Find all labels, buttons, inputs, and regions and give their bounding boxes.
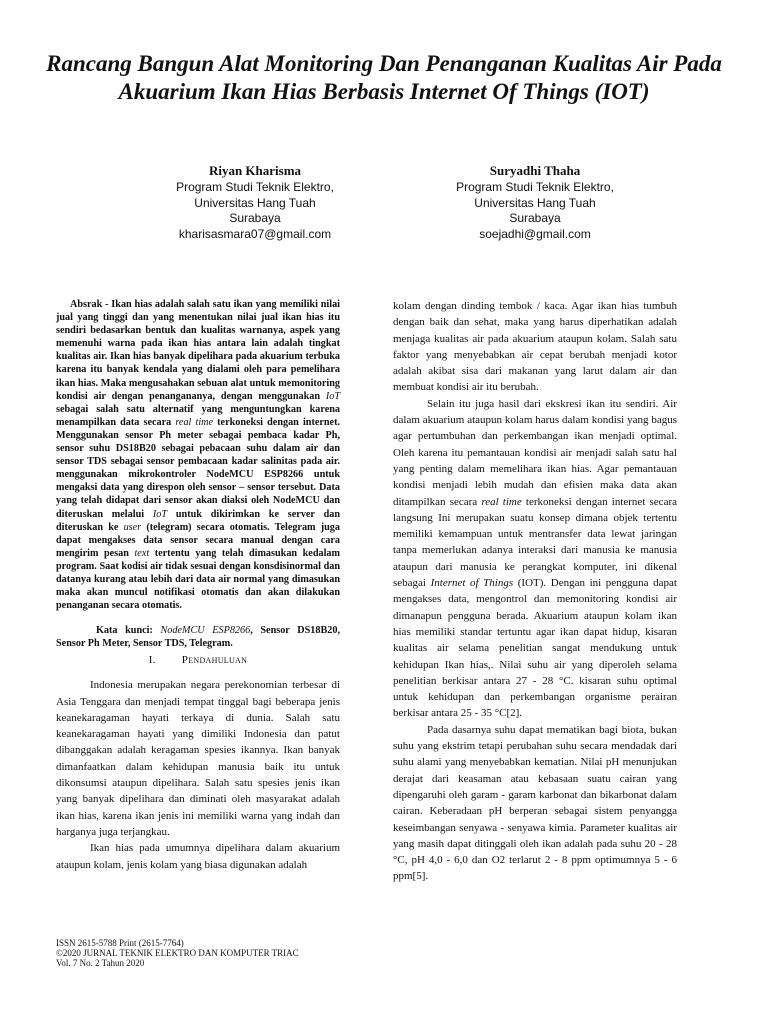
keywords-rest: , Sensor DS18B20, Sensor Ph Meter, Sensor TDS, Telegram. xyxy=(56,625,340,650)
author-block-1 xyxy=(125,162,385,242)
keywords-italic: NodeMCU ESP8266 xyxy=(160,625,251,637)
author-name: Riyan Kharisma xyxy=(208,163,302,178)
left-column xyxy=(56,298,340,873)
body-text-span: Selain itu juga hasil dari ekskresi ikan itu sendiri. Air dalam akuarium ataupun kolam harus dalam kondisi yang bagus agar pertumbuhan dan perkembangan ikan menjadi optimal. Oleh karena itu pemantauan kondisi air menjadi salah satu hal yang penting dalam memelihara ikan hias. Agar pemantauan kondisi menjadi lebih mudah dan efisien maka data akan ditampilkan secara xyxy=(393,397,677,508)
paper-title: Rancang Bangun Alat Monitoring Dan Penanganan Kualitas Air Pada Akuarium Ikan Hias Berbasis Internet Of Things (IOT) xyxy=(46,51,722,104)
author-city: Surabaya xyxy=(509,211,561,225)
body-paragraph xyxy=(393,396,677,722)
abstract-italic-iot: IoT xyxy=(325,390,340,402)
section-number: I. xyxy=(148,654,156,667)
abstract-italic-iot: IoT xyxy=(152,508,168,520)
body-paragraph: Indonesia merupakan negara perekonomian terbesar di Asia Tenggara dan menjadi tempat tinggal bagi beberapa jenis keanekaragaman hayati terkaya di dunia. Salah satu keanekaragaman hayati yang dimiliki Indonesia dan patut dibanggakan adalah keragaman spesies ikannya. Ikan banyak dimanfaatkan dalam kehidupan manusia baik itu untuk dikonsumsi ataupun dipelihara. Salah satu spesies jenis ikan yang banyak dipelihara dan diminati oleh masyarakat adalah ikan hias, karena ikan jenis ini memiliki warna yang indah dan harganya juga terjangkau. xyxy=(56,679,340,838)
author-dept: Program Studi Teknik Elektro, xyxy=(456,180,614,194)
footer-issn: ISSN 2615-5788 Print (2615-7764) xyxy=(56,938,184,948)
body-paragraph: Pada dasarnya suhu dapat mematikan bagi biota, bukan suhu yang ekstrim tetapi perubahan suhu secara mendadak dari suhu alami yang menyebabkan kematian. Nilai pH menunjukan derajat dari keasaman atau kebasaan suatu cairan yang dipengaruhi oleh garam - garam karbonat dan bikarbonat dalam cairan. Keberadaan pH berperan sebagai sistem penyangga keseimbangan senyawa - senyawa kimia. Parameter kualitas air yang masih dapat ditinggali oleh ikan adalah pada suhu 20 - 28 °C, pH 4,0 - 6,0 dan O2 terlarut 2 - 8 ppm optimumnya 5 - 6 ppm[5]. xyxy=(393,723,677,883)
footer-volume: Vol. 7 No. 2 Tahun 2020 xyxy=(56,958,145,969)
abstract-text: untuk dikirimkan ke server dan diteruskan ke xyxy=(56,508,341,533)
author-email: kharisasmara07@gmail.com xyxy=(178,226,332,241)
author-dept: Program Studi Teknik Elektro, xyxy=(176,180,334,194)
keywords-label: Kata kunci: xyxy=(96,625,161,637)
author-city: Surabaya xyxy=(229,211,281,225)
abstract-italic-realtime: real time xyxy=(175,416,214,428)
author-email: soejadhi@gmail.com xyxy=(479,226,591,241)
section-heading-1 xyxy=(56,653,340,667)
author-univ: Universitas Hang Tuah xyxy=(474,195,596,210)
abstract-text: (telegram) secara otomatis. Telegram juga dapat mengakses data sensor secara manual dengan cara mengirim pesan xyxy=(56,521,340,559)
abstract-italic-text: text xyxy=(134,547,150,559)
body-text-span: (IOT). Dengan ini pengguna dapat mengakses data, mengontrol dan memonitoring kondisi air dimanapun pengguna berada. Akuarium ataupun kolam ikan hias memiliki standar tertuntu agar ikan dapat hidup, kisaran kualitas air selama penelitian sangat mendukung untuk kehidupan Ikan hias,. Nilai suhu air yang diperoleh selama penelitian berkisar antara 27 - 28 °C. kisaran suhu optimal untuk kehidupan dan perkembangan organisme perairan berkisar antara 25 - 35 °C[2]. xyxy=(393,577,677,720)
abstract xyxy=(56,298,340,612)
right-column xyxy=(393,298,677,885)
author-block-2 xyxy=(405,162,665,242)
abstract-italic-user: user xyxy=(123,521,142,533)
author-name: Suryadhi Thaha xyxy=(489,163,581,178)
keywords xyxy=(56,624,340,650)
abstract-text: terkoneksi dengan internet. Menggunakan sensor Ph meter sebagai pembaca kadar Ph, sensor suhu DS18B20 sebagai pebacaan suhu dalam air dan sensor TDS sebagai sensor pembacaan kadar salinitas pada air. menggunakan mikrokontroler NodeMCU ESP8266 untuk mengaksi data yang direspon oleh sensor – sensor tersebut. Data yang telah didapat dari sensor akan diaksi oleh NodeMCU dan diteruskan melalui xyxy=(56,416,341,520)
abstract-text: tertentu yang telah dimasukan kedalam program. Saat kodisi air tidak sesuai dengan konsdisinormal dan datanya kurang atau lebih dari data air normal yang dimasukan maka akan muncul notifikasi otomatis dan akan dilakukan penanganan secara otomatis. xyxy=(56,547,340,612)
section-title: Pendahuluan xyxy=(181,654,248,667)
body-paragraph: kolam dengan dinding tembok / kaca. Agar ikan hias tumbuh dengan baik dan sehat, maka yang harus diperhatikan adalah menjaga kualitas air pada akuarium ataupun kolam. Salah satu faktor yang menyebabkan air cepat berubah menjadi kotor adalah akibat sisa dari makanan yang larut dalam air dan membuat kondisi air itu berubah. xyxy=(393,300,677,394)
author-univ: Universitas Hang Tuah xyxy=(194,195,316,210)
body-paragraph: Ikan hias pada umumnya dipelihara dalam akuarium ataupun kolam, jenis kolam yang biasa digunakan adalah xyxy=(56,842,340,871)
body-text-span: terkoneksi dengan internet secara langsung Ini merupakan suatu konsep dimana objek tertentu memiliki kemampuan untuk mentransfer data lewat jaringan tanpa memerlukan adanya interaksi dari manusia ke manusia ataupun dari manusia ke perangkat komputer, ini dikenal sebagai xyxy=(393,495,677,590)
abstract-text: sebagai salah satu alternatif yang menguntungkan karena menampilkan data secara xyxy=(56,403,340,428)
body-italic-iot: Internet of Things xyxy=(430,577,514,590)
body-italic-realtime: real time xyxy=(481,495,522,508)
footer-copyright: ©2020 JURNAL TEKNIK ELEKTRO DAN KOMPUTER TRIAC xyxy=(56,948,299,959)
journal-footer xyxy=(56,938,356,969)
abstract-text: Absrak - Ikan hias adalah salah satu ikan yang memiliki nilai jual yang tinggi dan yang menentukan nilai jual ikan hias itu sendiri bedasarkan bentuk dan kualitas warnanya, aspek yang memenuhi warna pada ikan hias antara lain adalah tingkat kualitas air. Ikan hias banyak dipelihara pada akuarium terbuka karena itu banyak kendala yang dialami oleh para pemelihara ikan hias. Maka mengusahakan sebuan alat untuk memonitoring kondisi air dengan penangananya, dengan menggunakan xyxy=(56,299,340,402)
